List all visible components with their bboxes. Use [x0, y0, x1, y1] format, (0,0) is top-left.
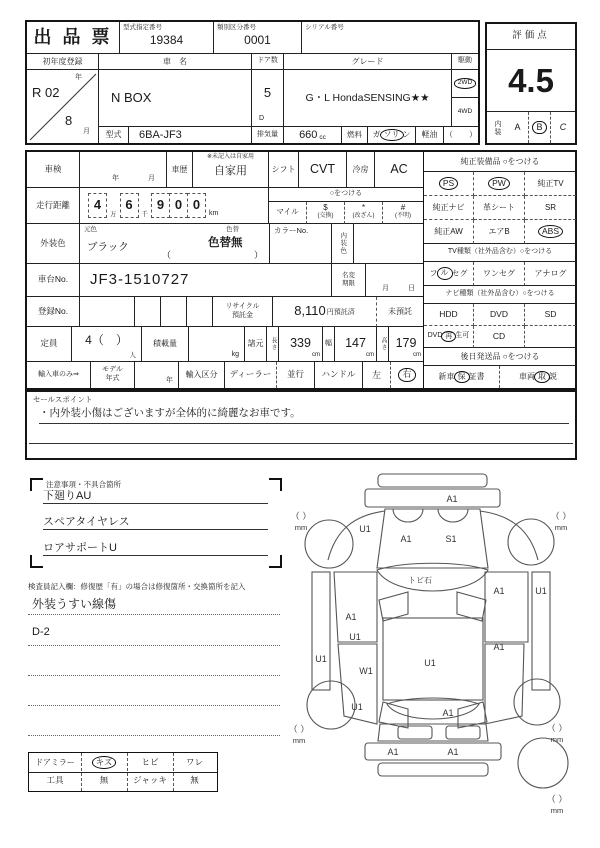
navi-empty — [525, 326, 576, 348]
inspector-rule-2 — [28, 645, 280, 646]
mark-hood-s1: S1 — [445, 534, 457, 544]
height-label: 高さ — [377, 327, 389, 362]
equip-aw: 純正AW — [424, 220, 474, 244]
length-value: 339 cm — [279, 327, 323, 362]
door-rear-left-shape — [338, 644, 377, 724]
equip-airbag: エアB — [474, 220, 525, 244]
jack-label: ジャッキ — [133, 775, 167, 786]
year-unit: 年 — [75, 74, 82, 81]
tools-table — [28, 752, 218, 792]
ac-label: 冷房 — [347, 152, 375, 188]
color-change-value: 色替無 — [208, 237, 243, 249]
rocker-left-shape — [312, 572, 330, 690]
tread-rear-right: （ ） — [546, 723, 568, 733]
doors-header: ドア数 — [252, 54, 284, 70]
capacity-label: 定員 — [27, 327, 72, 362]
ext-color-cell: 元色 ブラック 色替 色替無 （ ） — [80, 224, 270, 264]
color-no-cell: カラーNo. — [270, 224, 332, 264]
inspector-line1: 外装うすい線傷 — [32, 597, 117, 611]
inspector-rule-1 — [28, 614, 280, 615]
mileage-unit: km — [209, 209, 219, 217]
equip-ps: PS — [424, 172, 474, 196]
doors-cell — [252, 70, 284, 127]
model-year-label: モデル年式 — [91, 362, 135, 388]
interior-color-value — [354, 224, 423, 264]
tread-spare: （ ） — [546, 794, 568, 804]
inspector-line2: D-2 — [32, 626, 50, 638]
import-only-label: 輸入車のみ⇒ — [27, 362, 91, 388]
grade-value: G・L HondaSENSING★★ — [284, 70, 452, 127]
mark-windshield-stone-chip: トビ石 — [408, 576, 432, 585]
sales-point-line2 — [29, 424, 573, 444]
tv-type-header: TV種類（社外品含む）○をつける — [424, 244, 576, 262]
height-value: 179 cm — [389, 327, 423, 362]
spare-tire — [518, 738, 568, 788]
tire-rear-right — [514, 679, 560, 725]
history-note: ※未記入は自家用 — [206, 154, 255, 160]
hood-shape — [377, 509, 488, 568]
mirror-crack: ヒビ — [141, 756, 159, 767]
car-damage-diagram — [280, 466, 582, 818]
reg-no-label: 登録No. — [27, 297, 80, 327]
ext-color-value: ブラック — [87, 241, 129, 253]
mark-roof: U1 — [424, 658, 436, 668]
taillight-right-shape — [446, 726, 480, 739]
rear-bumper-shape — [365, 743, 501, 760]
note-item-1: 下廻りAU — [43, 486, 268, 504]
field-type-designation — [120, 22, 214, 54]
history-value: ※未記入は自家用 自家用 — [193, 152, 269, 188]
equip-leather: 革シート — [474, 196, 525, 220]
fender-left-shape — [328, 511, 385, 560]
shift-label: シフト — [269, 152, 299, 188]
fuel-label: 燃料 — [342, 127, 368, 143]
mark-hood-a1: A1 — [400, 534, 412, 544]
score-value: 4.5 — [487, 50, 575, 112]
tread-rear-left: （ ） — [288, 724, 310, 734]
equip-header: 純正装備品 ○をつける — [424, 152, 576, 172]
sales-point-box — [25, 390, 577, 460]
mark-door-rear-left: U1 — [351, 702, 363, 712]
month-unit: 月 — [83, 128, 90, 135]
mark-fender-left: U1 — [359, 524, 371, 534]
shaken-label: 車検 — [27, 152, 80, 188]
first-reg-year: R 02 — [32, 85, 60, 100]
displacement-label: 排気量 — [252, 127, 284, 143]
class-number-value: 0001 — [244, 33, 271, 47]
equipment-column — [423, 152, 575, 388]
svg-text:mm: mm — [292, 736, 306, 745]
mirror-broken: ワレ — [185, 756, 203, 767]
reg-no-cell-1 — [80, 297, 135, 327]
navi-dvd: DVD — [474, 304, 525, 326]
header-table — [25, 20, 480, 145]
equip-navi: 純正ナビ — [424, 196, 474, 220]
svg-text:mm: mm — [550, 735, 564, 744]
interior-grade-a: A — [507, 112, 529, 143]
mark-rear-glass: A1 — [442, 708, 454, 718]
mark-quarter-left: W1 — [359, 666, 373, 676]
interior-grade-c: C — [559, 122, 567, 133]
history-label: 車歴 — [167, 152, 193, 188]
tv-fullseg: フ ル セグ — [424, 262, 474, 286]
jack-none: 無 — [190, 775, 199, 786]
navi-sd: SD — [525, 304, 576, 326]
mark-rocker-left: U1 — [315, 654, 327, 664]
ac-value: AC — [375, 152, 423, 188]
handle-right: 右 — [391, 362, 423, 388]
door-mirror-label: ドアミラー — [35, 757, 75, 767]
load-value: kg — [189, 327, 245, 362]
svg-text:mm: mm — [554, 523, 568, 532]
spec-label: 諸元 — [245, 327, 267, 362]
mark-rocker-right: U1 — [535, 586, 547, 596]
recycle-amount: 8,110 円預託済 — [273, 297, 377, 327]
car-name-header: 車 名 — [99, 54, 252, 70]
width-value: 147 cm — [335, 327, 377, 362]
car-name-value: N BOX — [99, 70, 252, 127]
displacement-value: 660 cc — [284, 127, 342, 143]
ship-later-header: 後日発送品 ○をつける — [424, 348, 576, 366]
import-parallel: 並行 — [277, 362, 315, 388]
mileage-value: 4 万 6 千 9 0 0 km — [80, 188, 269, 224]
reg-no-cell-3 — [161, 297, 187, 327]
rename-deadline-value: 月 日 — [366, 264, 423, 297]
shaken-value: 年 月 — [80, 152, 167, 188]
interior-label: 内装 — [494, 119, 502, 136]
score-label: 評価点 — [487, 24, 575, 50]
mark-rear-bumper-left: A1 — [387, 747, 399, 757]
class-number-label: 類別区分番号 — [217, 24, 256, 31]
load-label: 積載量 — [142, 327, 189, 362]
notes-box — [30, 478, 282, 568]
mileage-unknown: # (不明) — [383, 202, 423, 224]
chassis-label: 車台No. — [27, 264, 80, 297]
rear-lip-shape — [378, 763, 488, 776]
doors-value: 5 — [263, 85, 272, 100]
inspector-rule-5 — [28, 735, 280, 736]
field-class-number — [214, 22, 302, 54]
taillight-left-shape — [398, 726, 432, 739]
door-front-right-shape — [485, 572, 528, 642]
sales-point-label: セールスポイント — [33, 395, 93, 404]
inspector-rule-4 — [28, 705, 280, 706]
tire-front-left — [305, 520, 353, 568]
recycle-none: 未預託 — [377, 297, 423, 327]
navi-hdd: HDD — [424, 304, 474, 326]
displacement-unit: cc — [319, 133, 326, 141]
equip-abs: ABS — [525, 220, 576, 244]
mark-rear-bumper-right: A1 — [447, 747, 459, 757]
tread-front-left: （ ） — [290, 511, 312, 521]
sheet-title: 出 品 票 — [27, 22, 120, 54]
first-reg-month: 8 — [65, 113, 73, 128]
mark-door-front-right: A1 — [493, 586, 505, 596]
first-reg-cell — [27, 70, 99, 143]
note-item-2: スペアタイヤレス — [43, 512, 268, 530]
mirror-scratch: キズ — [81, 753, 127, 772]
chassis-value: JF3-1510727 — [80, 264, 332, 297]
shift-value: CVT — [299, 152, 347, 188]
mileage-tampered: * (改ざん) — [345, 202, 383, 224]
type-designation-label: 型式指定番号 — [123, 24, 162, 31]
equip-pw: PW — [474, 172, 525, 196]
tool-none: 無 — [99, 775, 109, 786]
doors-d: D — [259, 114, 265, 122]
import-dealer: ディーラー — [225, 362, 277, 388]
serial-number-label: シリアル番号 — [305, 24, 344, 31]
reg-no-cell-2 — [135, 297, 161, 327]
tire-rear-left — [307, 681, 355, 729]
front-lip-shape — [378, 474, 487, 487]
handle-label: ハンドル — [315, 362, 363, 388]
interior-grade-b: B — [529, 112, 551, 143]
handle-left: 左 — [363, 362, 391, 388]
drive-2wd: 2WD — [452, 70, 478, 98]
mileage-mile: マイル — [269, 202, 307, 224]
first-reg-header: 初年度登録 — [27, 54, 99, 70]
recycle-label: リサイクル預託金 — [213, 297, 273, 327]
door-rear-right-shape — [485, 644, 524, 724]
capacity-value: 4（ ） 人 — [72, 327, 142, 362]
equip-tv: 純正TV — [525, 172, 576, 196]
tv-analog: アナログ — [525, 262, 576, 286]
fuel-diesel: 軽油 — [416, 127, 444, 143]
width-label: 幅 — [323, 327, 335, 362]
equip-sr: SR — [525, 196, 576, 220]
import-class-label: 輸入区分 — [179, 362, 225, 388]
interior-color-label: 内装色 — [332, 224, 354, 264]
grade-header: グレード — [284, 54, 452, 70]
windshield-shape — [377, 563, 488, 591]
front-bumper-shape — [365, 489, 500, 507]
rear-glass-shape — [387, 698, 479, 719]
mileage-label: 走行距離 — [27, 188, 80, 224]
mileage-exchanged: $ (交換) — [307, 202, 345, 224]
length-label: 長さ — [267, 327, 279, 362]
sales-point-line1: ・内外装小傷はございますが全体的に綺麗なお車です。 — [39, 405, 569, 424]
fuel-other: （ ） — [445, 130, 477, 140]
rename-deadline-label: 名変期限 — [332, 264, 366, 297]
model-year-value: 年 — [135, 362, 179, 388]
tv-oneseg: ワンセグ — [474, 262, 525, 286]
inspector-note: 検査員記入欄：修復歴「有」の場合は修復箇所・交換箇所を記入 — [28, 582, 246, 591]
notes-label: 注意事項・不具合箇所 — [46, 480, 121, 489]
model-code-label: 型式 — [99, 127, 129, 143]
mileage-mark-header: ○をつける — [269, 188, 423, 202]
tool-label: 工具 — [46, 775, 64, 786]
reg-no-cell-4 — [187, 297, 213, 327]
type-designation-value: 19384 — [149, 33, 184, 47]
note-item-3: ロアサポートU — [43, 538, 268, 556]
mark-door-front-left-a: A1 — [345, 612, 357, 622]
ship-manual: 車両 取 説 — [519, 371, 557, 382]
mark-door-front-left-u: U1 — [349, 632, 361, 642]
ship-warranty: 新車 保 証書 — [424, 366, 500, 388]
navi-dvd-play: DVD 再 生可 — [424, 326, 474, 348]
tread-front-right: （ ） — [550, 511, 572, 521]
ext-color-label: 外装色 — [27, 224, 80, 264]
fuel-gasoline: ガ ソリ ン — [368, 127, 416, 143]
inspector-rule-3 — [28, 675, 280, 676]
field-serial-number — [302, 22, 478, 54]
navi-type-header: ナビ種類（社外品含む）○をつける — [424, 286, 576, 304]
wiper-arcs — [393, 509, 468, 522]
svg-text:mm: mm — [294, 523, 308, 532]
detail-table — [25, 150, 577, 390]
score-box — [485, 22, 577, 145]
svg-text:mm: mm — [550, 806, 564, 815]
mark-front-bumper: A1 — [446, 494, 458, 504]
mark-door-rear-right: A1 — [493, 642, 505, 652]
cowl-left-shape — [379, 592, 408, 621]
model-code-value: 6BA-JF3 — [129, 127, 252, 143]
drive-4wd: 4WD — [452, 98, 478, 127]
navi-cd: CD — [474, 326, 525, 348]
cowl-right-shape — [457, 592, 486, 621]
drive-header: 駆動 — [452, 54, 478, 70]
